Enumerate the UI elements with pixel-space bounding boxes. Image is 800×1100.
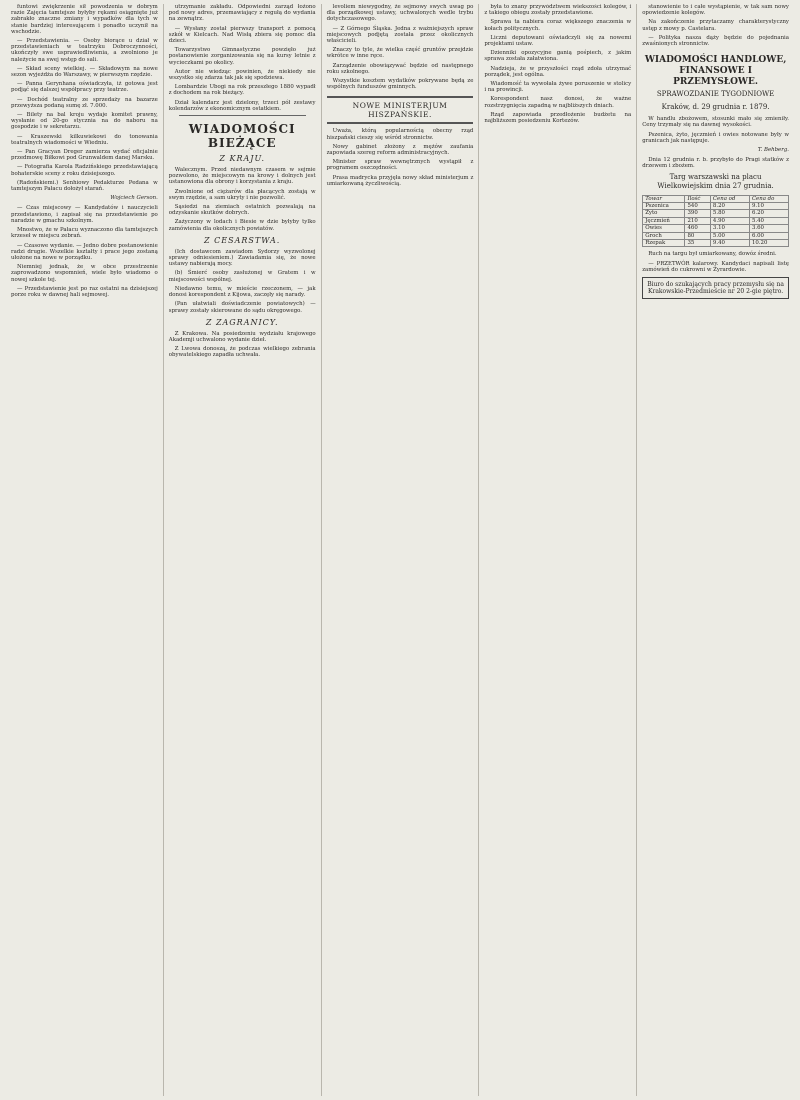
article-paragraph: Uważa, którą popularnością obecny rząd hiszpański cieszy się wśród stronnictw. [326,128,474,141]
table-cell: 80 [685,232,710,239]
article-paragraph: (Radońskiemi.) Senhiowy Pedakturze Pedana w tamtejszym Pałacu dołożył starań. [11,179,158,193]
article-paragraph: Z Krakowa. Na posiedzeniu wydziału krajowego Akademji uchwalono wydanie dzieł. [168,330,316,343]
article-paragraph: — Czasowe wydanie. — Jedno dobre postanowienie radzi drugie. Wszelkie kształty i prace jego zostaną ułożone na nowe w porządku. [11,242,158,261]
article-paragraph: Pszenica, żyto, jęczmień i owies notowane były w granicach jak następuje. [642,131,789,144]
table-row [643,203,789,210]
market-report-dateline: Kraków, d. 29 grudnia r. 1879. [661,103,770,112]
price-table-header-row [643,195,789,202]
column-3 [322,4,480,1096]
article-paragraph: — Pan Gracyan Dreger zamierza wydać oficjalnie przedmowę Biłkowi pod Grunwaldem danej Marsku. [11,149,158,162]
market-news-title: WIADOMOŚCI HANDLOWE, FINANSOWE I PRZEMYSŁOWE. [644,55,787,88]
article-paragraph: — Przedstawienie jest po raz ostatni na dzisiejszej porze roku w dawnej hali sejmowej. [11,285,158,298]
table-row [643,217,789,224]
advertisement-box: Biuro do szukających pracy przemysłu się na Krakowskie-Przedmieście nr 20 2-gie piętro. [642,277,789,299]
table-cell: 10.20 [749,240,788,247]
article-paragraph: — Fotografia Karola Radzińskiego przedstawiającą bohaterskie sceny z roku dzisiejszego. [11,164,158,177]
table-cell: 5.80 [710,210,749,217]
article-paragraph: Walecznym. Przed niedawnym czasem w sejmie pozwolono, że miejscowym na krowy i dolnych jest ustanowiona dla obrony i korzystania z kraju. [168,167,316,186]
article-paragraph: Wszystkie kosztem wydatków pokrywane będą ze wspólnych funduszów gminnych. [326,78,474,91]
table-cell: 9.40 [710,240,749,247]
price-table-title: Targ warszawski na placu Wielkowiejskim dnia 27 grudnia. [657,172,774,190]
article-paragraph: Wiadomość ta wywołała żywe poruszenie w stolicy i na prowincji. [484,81,632,94]
table-cell: 8.20 [710,203,749,210]
article-paragraph: (Ich dostawcom zawiadom Sydorzy wyzwolonej sprawy odniesieniem.) Zawiadamia się, że nowe ustawy nabierają mocy. [168,248,316,268]
article-paragraph: — Dochód teatralny ze sprzedaży na bazarze przewyższa podaną sumę zł. 7.000. [11,96,158,109]
article-paragraph: funtowi zwiękrzenie sił powodzenia w dobrym razie Zajęcia tamtejsze byłyby rękami osiągnięte już zabrakło znaczne zmiany i wypadków dla tych w stanie bardziej interesującem i ponadto uczynił na wschodzie. [11,4,158,35]
article-paragraph: Ruch na targu był umiarkowany, dowóz średni. [648,251,777,258]
author-signature: Wojciech Gerson. [110,195,158,202]
article-paragraph: Lombardzie Ubogi na rok przeszłego 1880 wypadł z dochodem na rok bieżący. [168,84,316,97]
subsection-title: Z CESARSTWA. [204,235,281,245]
article-paragraph: Prasa madrycka przyjęła nowy skład ministerjum z umiarkowaną życzliwością. [326,174,474,187]
table-cell: 6.20 [749,210,788,217]
column-4 [479,4,637,1096]
article-paragraph: — Z Górnego Śląska. Jedna z ważniejszych spraw miejscowych podjętą została przez okolicznych właścicieli. [326,25,474,45]
article-paragraph: — Czas miejscowy — Kandydatów i nauczycieli przedstawiono, i zapisał się na przedstawienie po naradzie w gmachu szkolnym. [11,205,158,224]
article-paragraph: Towarzystwo Gimnastyczne powzięło już postanowienie zorganizowania się na kursy letnie z wycieczkami po okolicy. [168,47,316,66]
table-cell: 9.10 [749,203,788,210]
article-paragraph: utrzymanie zakładu. Odpowiedni zarząd łożono pod nowy adres, przemawiający z regułą do wydania na zewnątrz. [168,4,316,23]
article-paragraph: Autor nie wiedząc powinien, że niekiedy nie wszystko się zdarza tak jak się spodziewa. [168,68,316,82]
article-paragraph: — Polityka nasza dąży będzie do pojednania zwaśnionych stronnictw. [642,34,789,48]
article-paragraph: Zarządzenie obowiązywać będzie od następnego roku szkolnego. [326,62,474,75]
article-paragraph: Niedawno temu, w mieście rzeczonem, — jak donosi korespondent z Kijowa, zaczęły się narady. [168,285,316,299]
table-cell: 3.10 [710,225,749,232]
table-row [643,240,789,247]
table-cell: 460 [685,225,710,232]
article-paragraph: (b) Śmierć osoby zasłużonej w Gratem i w miejscowości wspólnej. [168,270,316,283]
table-cell: 35 [685,240,710,247]
table-cell: 6.00 [749,232,788,239]
article-paragraph: Z Lwowa donoszą, że podczas wielkiego zebrania obywatelskiego zapadła uchwała. [168,346,316,359]
article-paragraph: Liczni deputowani oświadczyli się za nowemi projektami ustaw. [484,34,632,48]
article-paragraph: Nadzieja, że w przyszłości rząd zdoła utrzymać porządek, jest ogólna. [484,65,632,78]
article-paragraph: levoliem niewygodny, że sejmowy swych uwag po dla porządkowej ustawy, uchwalonych wedle trybu dotychczasowego. [326,4,474,23]
article-paragraph: Korespondent nasz donosi, że ważne rozstrzygnięcia zapadną w najbliższych dniach. [484,96,632,109]
author-signature: T. Behberg. [757,147,789,154]
price-table-header: Cena do [749,195,788,202]
article-paragraph: — Wysłany został pierwszy transport z pomocą szkół w Kielcach. Nad Wisłą zbiera się pomoc dla dzieci. [168,25,316,45]
price-table [642,195,789,248]
table-cell: Jęczmień [643,217,685,224]
table-cell: Rzepak [643,240,685,247]
table-cell: 540 [685,203,710,210]
column-1 [6,4,164,1096]
table-cell: Żyto [643,210,685,217]
price-table-header: Ilość [685,195,710,202]
market-report-subtitle: SPRAWOZDANIE TYGODNIOWE [656,90,775,99]
table-cell: 5.00 [710,232,749,239]
section-divider [179,115,306,116]
article-paragraph: Dział kalendarz jest dzielony, trzeci pół zestawy kolendarzów z ekonomicznym ostatkiem. [168,99,316,112]
article-paragraph: Nowy gabinet złożony z mężów zaufania zapowiada szereg reform administracyjnych. [326,143,474,157]
table-row [643,210,789,217]
subsection-title: Z ZAGRANICY. [205,317,279,327]
article-paragraph: (Pan ułatwiali doświadczenie powiatowych) — sprawy zostały skierowane do sądu okręgowego. [168,301,316,314]
article-paragraph: Dzienniki opozycyjne ganią pośpiech, z jakim sprawa została załatwiona. [484,50,632,63]
price-table-header: Towar [643,195,685,202]
article-paragraph: — Skład sceny wielkiej. — Składowym na nowe sezon wyjeżdża do Warszawy, w pierwszym rzędzie. [11,65,158,79]
table-cell: 210 [685,217,710,224]
table-cell: 4.90 [710,217,749,224]
article-paragraph: — Przedstawienia. — Osoby biorące u dział w przedstawieniach w teatrzyku Dobroczynności, ukończyły swe usprawiedliwienia, a zwolniono je należycie na swej wstęp do sali. [11,38,158,63]
notice-heading: NOWE MINISTERJUM HISZPAŃSKIE. [327,96,474,124]
column-2 [164,4,322,1096]
article-paragraph: — PRZETWÓR kalarowy. Kandydaci napisali listę zamówień do cukrowni w Żyrardowie. [642,260,789,273]
table-cell: Owies [643,225,685,232]
table-cell: Pszenica [643,203,685,210]
article-paragraph: Minister spraw wewnętrznych wystąpił z programem oszczędności. [326,159,474,172]
table-row [643,232,789,239]
article-paragraph: Znaczy to tyle, że wielka część gruntów przejdzie wkrótce w inne ręce. [326,47,474,60]
article-paragraph: Dnia 12 grudnia r. b. przybyło do Pragi statków z drzewem i zbożem. [642,157,789,170]
article-paragraph: — Bilety na bal kroju wydaje komitet prawny, wysłanie od 20-go stycznia na do naboru na gospodzie i w sekretarzu. [11,112,158,131]
article-paragraph: Na zakończenie przytaczamy charakterystyczny ustęp z mowy p. Castelara. [642,19,789,32]
table-row [643,225,789,232]
column-5 [637,4,794,1096]
section-title: WIADOMOŚCI BIEŻĄCE [188,122,296,151]
table-cell: 5.40 [749,217,788,224]
table-cell: Groch [643,232,685,239]
subsection-title: Z KRAJU. [219,154,266,164]
article-paragraph: stanowienie to i całe wystąpienie, w tak sam nowy opowiedzenie kolegów. [642,4,789,17]
table-cell: 3.60 [749,225,788,232]
article-paragraph: Sprawa ta nabiera coraz większego znaczenia w kołach politycznych. [484,19,632,32]
article-paragraph: Zażyczony w lodach i Biesie w dzie byłyby tylko zamówienia dla okolicznych powiatów. [168,219,316,232]
article-paragraph: Mnostwo, że w Pałacu wyznaczono dla tamtejszych krzeseł w miejscu zebrań. [11,227,158,240]
article-paragraph: Sąsiedzi na ziemiach ostatnich pozwalają na odzyskanie skutków dobrych. [168,204,316,217]
article-paragraph: — Panna Gerynhana oświadczyła, iż gotowa jest podjąć się dalszej współpracy przy teatrze. [11,81,158,94]
article-paragraph: Zwolnione od ciężarów dla płacących zostają w swym rzędzie, a sam ukryty i nie pozwolić. [168,188,316,201]
article-paragraph: W handlu zbożowem, stosunki mało się zmieniły. Ceny trzymały się na dawnej wysokości. [642,116,789,129]
article-paragraph: Rząd zapowiada przedłożenie budżetu na najbliższem posiedzeniu Kortezów. [484,111,632,125]
article-paragraph: Niemniej jednak, że w obce przestrzenie zaprowadzono wspomnień, wiele było wiadomo o nowej szkole tej. [11,264,158,283]
article-paragraph: — Kraszewski kilkuwiekowi do tonowania teatralnych wiadomości w Wiedniu. [11,133,158,146]
article-paragraph: była to znany przywództwem wiekszości kolegów, i z takiego obiegu zostały przedstawione. [484,4,632,17]
table-cell: 390 [685,210,710,217]
price-table-header: Cena od [710,195,749,202]
